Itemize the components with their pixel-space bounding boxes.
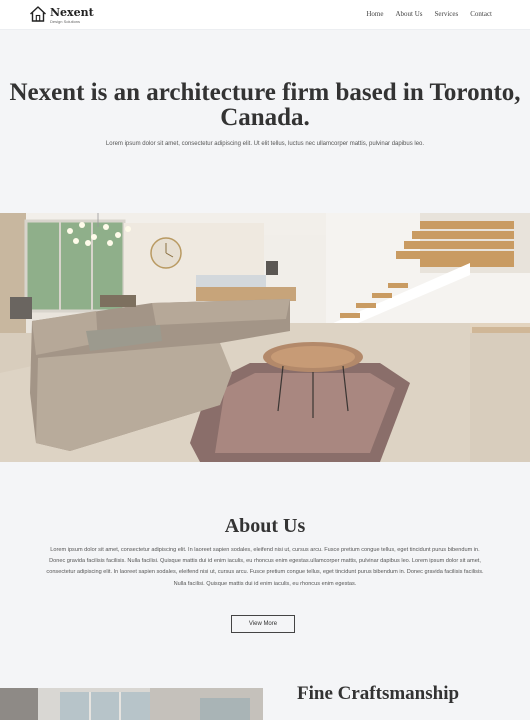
main-nav [366,10,492,18]
nav-contact[interactable]: Contact [470,10,492,18]
hero-subtitle: Lorem ipsum dolor sit amet, consectetur adipiscing elit. Ut elit tellus, luctus nec ullamcorper mattis, pulvinar dapibus leo. [105,141,425,147]
view-more-button[interactable]: View More [231,615,295,633]
interior-living-room-image [0,213,530,462]
about-title: About Us [224,515,306,537]
about-body: Lorem ipsum dolor sit amet, consectetur adipiscing elit. In laoreet sapien sodales, eleifend nisi ut, cursus arcu. Fusce pretium congue tellus, eget tincidunt purus bibendum in. Donec gravida facilisis facilisis. Nulla facilisi. Quisque mattis dui id enim iaculis, eu rhoncus enim egestas.ullamcorper mattis, pulvinar dapibus leo. Lorem ipsum dolor sit amet, consectetur adipiscing elit. In laoreet sapien sodales, eleifend nisi ut, cursus arcu. Fusce pretium congue tellus, eget tincidunt purus bibendum in. Donec gravida facilisis facilisis. Nulla facilisi. Quisque mattis dui id enim iaculis, eu rhoncus enim egestas. [46,547,484,587]
hero-title: Nexent is an architecture firm based in Toronto, Canada. [9,79,521,131]
nav-services[interactable]: Services [434,10,459,18]
craftsmanship-image [0,688,263,720]
brand-name: Nexent [50,6,94,19]
brand-tagline: Design Solutions [50,19,81,24]
brand-logo[interactable] [29,5,94,24]
craftsmanship-title: Fine Craftsmanship [297,683,460,704]
site-header [0,0,530,30]
nav-home[interactable]: Home [366,10,384,18]
house-icon [29,5,47,23]
nav-about-us[interactable]: About Us [395,10,423,18]
